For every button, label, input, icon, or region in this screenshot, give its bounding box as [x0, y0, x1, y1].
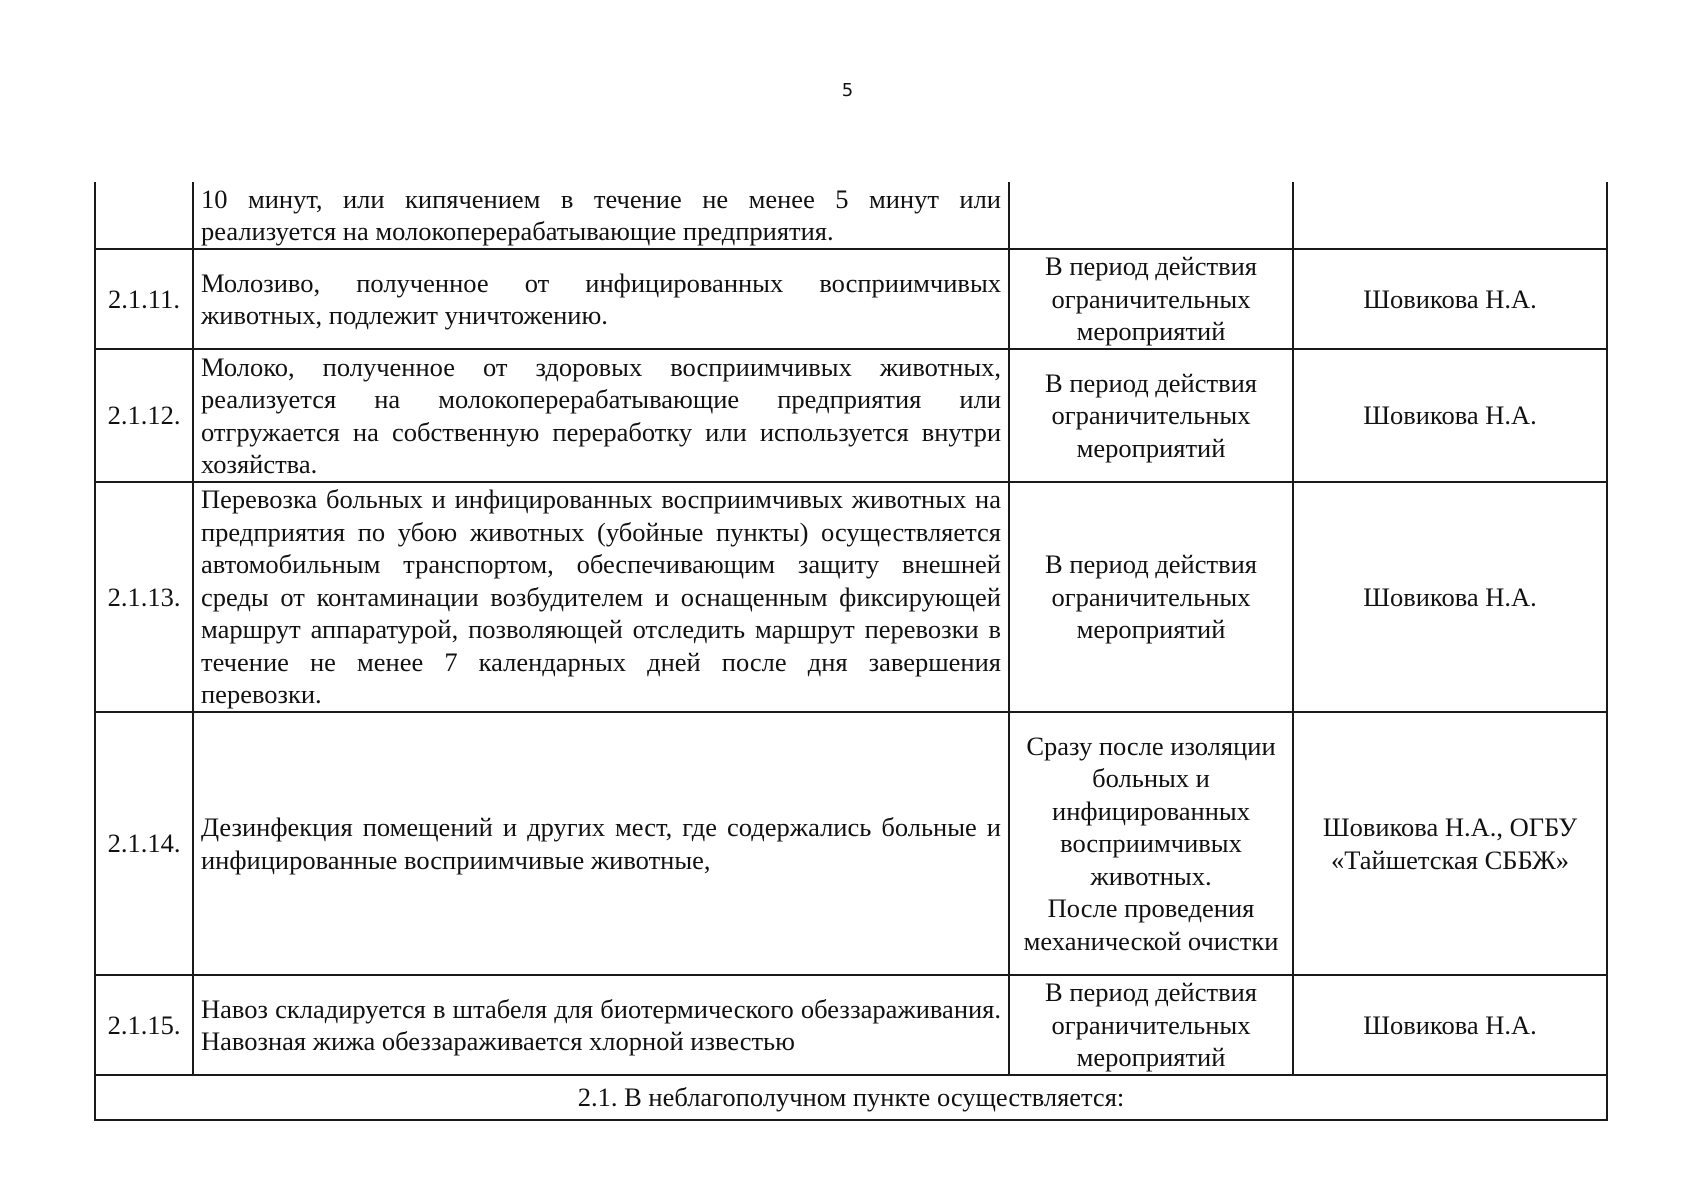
table-row: [95, 712, 1607, 975]
row-number: [95, 182, 193, 249]
measure-term: В период действия ограничительных мероприятий: [1009, 975, 1293, 1075]
page-number: 5: [841, 80, 854, 101]
row-number: 2.1.11.: [95, 249, 193, 349]
measure-text: Дезинфекция помещений и других мест, где содержались больные и инфицированные восприимчивые животные,: [193, 712, 1009, 975]
measure-responsible: Шовикова Н.А.: [1293, 482, 1607, 712]
table-row: [95, 975, 1607, 1075]
measure-responsible: Шовикова Н.А.: [1293, 349, 1607, 482]
measure-responsible: Шовикова Н.А.: [1293, 975, 1607, 1075]
measure-text: Навоз складируется в штабеля для биотермического обеззараживания. Навозная жижа обеззараживается хлорной известью: [193, 975, 1009, 1075]
responsible-line: «Тайшетская СББЖ»: [1330, 844, 1570, 875]
measure-text: Молозиво, полученное от инфицированных восприимчивых животных, подлежит уничтожению.: [193, 249, 1009, 349]
section-heading-row: [95, 1075, 1607, 1120]
measure-responsible: [1293, 182, 1607, 249]
measure-term: В период действия ограничительных мероприятий: [1009, 249, 1293, 349]
table-row: [95, 482, 1607, 712]
section-heading: 2.1. В неблагополучном пункте осуществляется:: [95, 1075, 1607, 1120]
row-number: 2.1.14.: [95, 712, 193, 975]
row-number: 2.1.12.: [95, 349, 193, 482]
table-row: [95, 349, 1607, 482]
measure-text: Молоко, полученное от здоровых восприимчивых животных, реализуется на молокоперерабатывающие предприятия или отгружается на собственную переработку или используется внутри хозяйства.: [193, 349, 1009, 482]
measure-term: В период действия ограничительных мероприятий: [1009, 349, 1293, 482]
row-number: 2.1.15.: [95, 975, 193, 1075]
measure-responsible: Шовикова Н.А.: [1293, 249, 1607, 349]
table-row: [95, 182, 1607, 249]
measure-term: [1009, 182, 1293, 249]
measures-table: [94, 182, 1608, 1121]
measure-term-part: Сразу после изоляции больных и инфицированных восприимчивых животных.: [1026, 730, 1276, 891]
measure-term-part: После проведения механической очистки: [1023, 893, 1279, 956]
measure-term: В период действия ограничительных мероприятий: [1009, 482, 1293, 712]
table-row: [95, 249, 1607, 349]
measure-text: 10 минут, или кипячением в течение не менее 5 минут или реализуется на молокоперерабатывающие предприятия.: [193, 182, 1009, 249]
measure-responsible: [1293, 712, 1607, 975]
responsible-line: Шовикова Н.А., ОГБУ: [1322, 812, 1578, 842]
row-number: 2.1.13.: [95, 482, 193, 712]
measure-term: [1009, 712, 1293, 975]
measure-text: Перевозка больных и инфицированных восприимчивых животных на предприятия по убою животных (убойные пункты) осуществляется автомобильным транспортом, обеспечивающим защиту внешней среды от контаминации возбудителем и оснащенным фиксирующей маршрут аппаратурой, позволяющей отследить маршрут перевозки в течение не менее 7 календарных дней после дня завершения перевозки.: [193, 482, 1009, 712]
